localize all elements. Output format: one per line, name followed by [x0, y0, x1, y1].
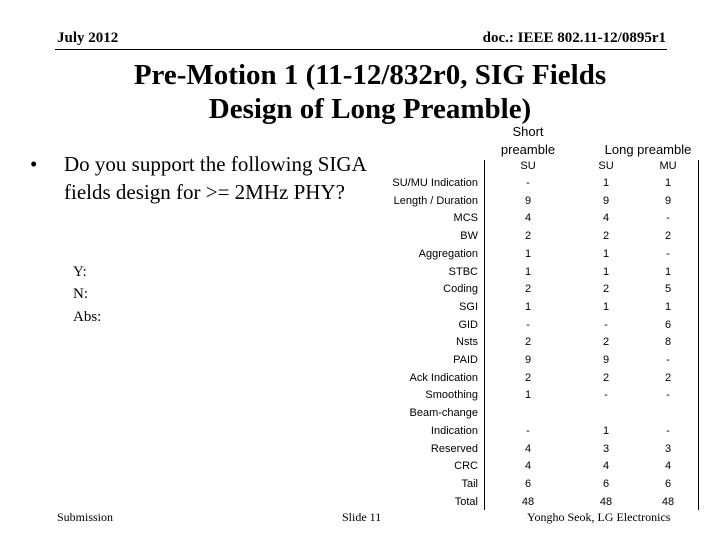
- row-short-su-value: 6: [524, 477, 532, 490]
- row-short-su-value: 4: [524, 212, 532, 225]
- row-short-su-value: 9: [524, 194, 532, 207]
- row-long-su-value: 4: [602, 460, 610, 473]
- footer-author: Yongho Seok, LG Electronics: [527, 510, 671, 524]
- row-long-mu-value: 4: [664, 460, 672, 473]
- table-left-border: [484, 160, 485, 510]
- row-long-mu-value: -: [666, 354, 670, 366]
- row-short-su-value: 4: [524, 460, 532, 473]
- row-long-mu-value: 2: [664, 371, 672, 384]
- title-line-2: Design of Long Preamble): [208, 93, 532, 125]
- row-short-su-value: 2: [524, 371, 532, 384]
- vote-abs: Abs:: [73, 309, 102, 325]
- row-short-su-value: -: [526, 424, 530, 437]
- title-line-1: Pre-Motion 1 (11-12/832r0, SIG Fields: [133, 59, 607, 91]
- question-text: Do you support the following SIGA fields design for >= 2MHz PHY?: [64, 152, 366, 204]
- row-long-su-value: 9: [602, 354, 610, 366]
- footer-submission: Submission: [57, 510, 114, 524]
- header-date: July 2012: [57, 30, 119, 46]
- row-long-mu-value: 6: [664, 318, 672, 331]
- row-long-mu-value: 2: [664, 230, 672, 243]
- row-label: Length / Duration: [393, 194, 478, 207]
- row-label: Smoothing: [425, 389, 478, 402]
- row-long-su-value: 2: [602, 230, 610, 243]
- row-long-su-value: 6: [602, 477, 610, 490]
- row-label: Indication: [430, 424, 478, 437]
- row-label: STBC: [448, 265, 478, 278]
- row-short-su-value: 1: [524, 265, 532, 278]
- row-label: Reserved: [430, 442, 478, 455]
- row-label: CRC: [454, 460, 478, 473]
- footer-slide-number: Slide 11: [342, 510, 382, 524]
- row-label: GID: [458, 318, 478, 331]
- row-long-su-value: 2: [602, 283, 610, 296]
- row-long-su-value: -: [604, 389, 608, 402]
- row-long-mu-value: 6: [664, 477, 672, 490]
- row-long-su-value: 1: [602, 300, 610, 313]
- row-label: BW: [460, 230, 478, 243]
- col-sub-long-mu: MU: [659, 160, 677, 172]
- row-short-su-value: 1: [524, 389, 532, 402]
- row-label: Ack Indication: [409, 371, 478, 384]
- row-long-su-value: 1: [602, 424, 610, 437]
- row-short-su-value: 1: [524, 247, 532, 260]
- row-long-su-value: 2: [602, 371, 610, 384]
- row-short-su-value: 2: [524, 230, 532, 243]
- table-right-border: [698, 160, 699, 510]
- row-label: Total: [454, 495, 478, 508]
- row-short-su-value: 48: [521, 495, 535, 508]
- bullet-dot-icon: •: [30, 152, 38, 176]
- row-short-su-value: -: [526, 177, 530, 189]
- row-long-mu-value: 1: [664, 177, 672, 189]
- row-label: SU/MU Indication: [392, 177, 478, 189]
- row-long-su-value: 4: [602, 212, 610, 225]
- row-short-su-value: 1: [524, 300, 532, 313]
- row-short-su-value: 2: [524, 283, 532, 296]
- row-long-mu-value: 1: [664, 265, 672, 278]
- row-label: SGI: [459, 300, 478, 313]
- row-label: Tail: [461, 477, 478, 490]
- vote-yes: Y:: [73, 264, 87, 280]
- row-short-su-value: 2: [524, 336, 532, 349]
- row-short-su-value: -: [526, 318, 530, 331]
- col-sub-long-su: SU: [598, 160, 614, 172]
- row-long-su-value: -: [604, 318, 608, 331]
- row-long-su-value: 1: [602, 265, 610, 278]
- row-long-su-value: 9: [602, 194, 610, 207]
- row-long-mu-value: 48: [661, 495, 675, 508]
- short-preamble-header-1: Short: [512, 124, 544, 139]
- row-label: Beam-change: [409, 407, 478, 420]
- row-long-su-value: 1: [602, 177, 610, 189]
- row-long-mu-value: -: [666, 212, 670, 225]
- short-preamble-header-2: preamble: [500, 142, 556, 157]
- row-long-mu-value: -: [666, 424, 670, 437]
- row-long-mu-value: 8: [664, 336, 672, 349]
- header-doc-id: doc.: IEEE 802.11-12/0895r1: [482, 30, 666, 46]
- row-long-su-value: 3: [602, 442, 610, 455]
- row-long-su-value: 1: [602, 247, 610, 260]
- row-long-mu-value: -: [666, 389, 670, 402]
- row-long-su-value: 2: [602, 336, 610, 349]
- row-label: Aggregation: [418, 247, 478, 260]
- row-long-su-value: 48: [599, 495, 613, 508]
- vote-no: N:: [73, 286, 88, 302]
- row-label: MCS: [453, 212, 478, 225]
- row-short-su-value: 4: [524, 442, 532, 455]
- row-long-mu-value: -: [666, 247, 670, 260]
- row-label: Nsts: [456, 336, 478, 349]
- row-short-su-value: 9: [524, 354, 532, 366]
- row-long-mu-value: 3: [664, 442, 672, 455]
- row-label: PAID: [453, 354, 478, 366]
- row-label: Coding: [443, 283, 478, 296]
- col-sub-short-su: SU: [520, 160, 536, 172]
- row-long-mu-value: 9: [664, 194, 672, 207]
- long-preamble-header: Long preamble: [604, 142, 692, 157]
- row-long-mu-value: 1: [664, 300, 672, 313]
- row-long-mu-value: 5: [664, 283, 672, 296]
